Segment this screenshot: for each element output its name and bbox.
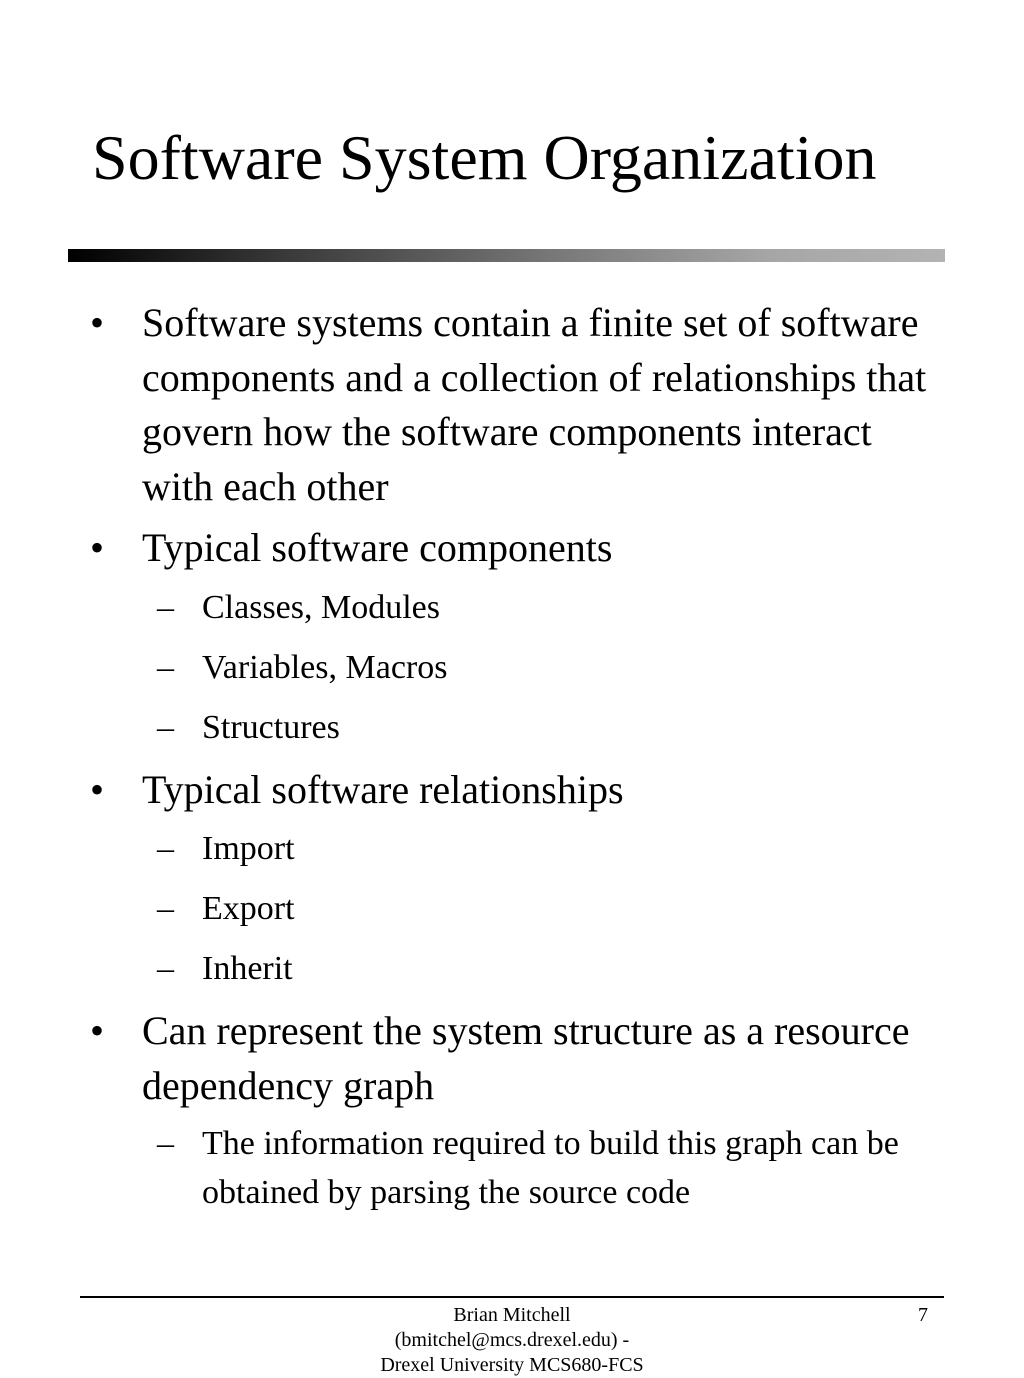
dash-marker: –: [157, 950, 174, 987]
bullet-text: Typical software relationships: [142, 766, 624, 812]
sub-item: [90, 643, 950, 693]
sub-item-text: Import: [202, 830, 295, 867]
bullet-marker: •: [90, 525, 105, 570]
footer-divider: [80, 1296, 944, 1298]
bullet-item: [90, 763, 950, 818]
dash-marker: –: [157, 648, 174, 686]
sub-item: [90, 824, 950, 874]
footer-credit: [312, 1303, 712, 1378]
sub-item-text: The information required to build this graph can be obtained by parsing the source code: [202, 1125, 899, 1211]
sub-item: [90, 944, 950, 994]
dash-marker: –: [157, 1125, 174, 1162]
bullet-text: Typical software components: [142, 525, 613, 570]
bullet-text: Can represent the system structure as a resource dependency graph: [142, 1008, 910, 1108]
sub-item: [90, 583, 950, 633]
bullet-marker: •: [90, 1008, 105, 1053]
dash-marker: –: [157, 830, 174, 867]
footer-author: Brian Mitchell: [453, 1304, 571, 1326]
slide-body: [90, 296, 950, 1227]
slide-title: Software System Organization: [92, 122, 877, 193]
sub-item-text: Variables, Macros: [202, 648, 448, 686]
dash-marker: –: [157, 890, 174, 927]
sub-item: [90, 703, 950, 753]
bullet-item: [90, 1004, 950, 1113]
footer-course: Drexel University MCS680-FCS: [380, 1354, 644, 1376]
dash-marker: –: [157, 708, 174, 746]
page-number: 7: [918, 1304, 928, 1326]
bullet-item: [90, 521, 950, 576]
sub-item-text: Structures: [202, 708, 340, 746]
bullet-item: [90, 296, 950, 514]
bullet-text: Software systems contain a finite set of software components and a collection of relationships that govern how the software components interact with each other: [142, 300, 927, 509]
sub-item-text: Export: [202, 890, 295, 927]
title-divider: [68, 249, 945, 262]
sub-item-text: Inherit: [202, 950, 293, 987]
dash-marker: –: [157, 588, 174, 626]
bullet-marker: •: [90, 300, 105, 345]
footer-email: (bmitchel@mcs.drexel.edu) -: [394, 1329, 630, 1351]
sub-item-text: Classes, Modules: [202, 588, 440, 626]
bullet-marker: •: [90, 766, 105, 812]
sub-item: [90, 1120, 950, 1217]
sub-item: [90, 884, 950, 934]
